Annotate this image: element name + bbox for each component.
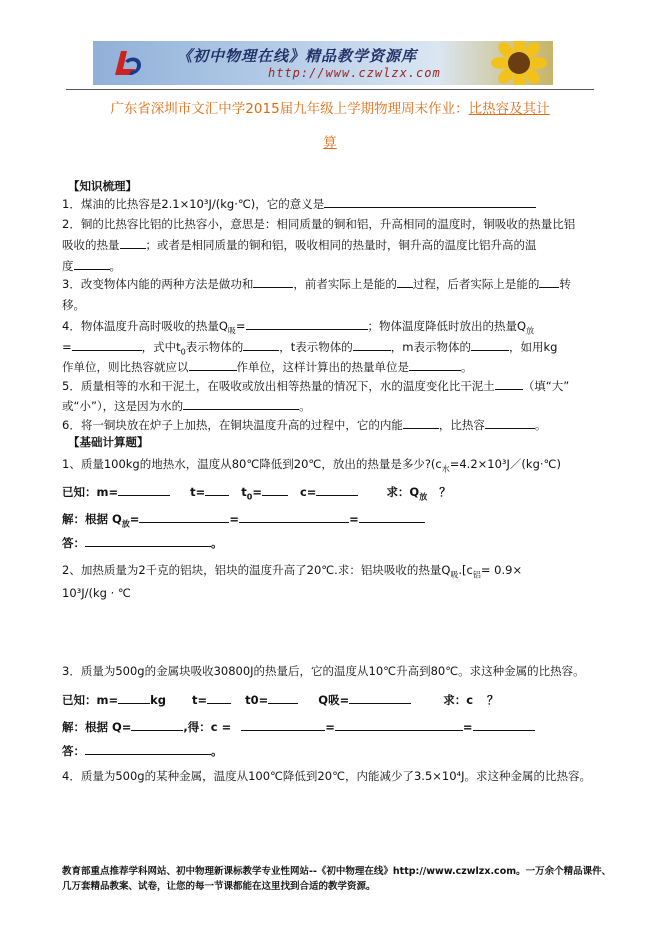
q4-line2 [62,339,557,356]
p1-sub: 水 [441,464,450,474]
p3-blank-t0[interactable] [268,692,298,704]
q3-blank-3[interactable] [539,276,559,288]
q2-text-a: 吸收的热量 [62,238,120,252]
q3-blank-1[interactable] [253,276,293,288]
q4-text-a: 4．物体温度升高时吸收的热量Q [62,319,228,333]
title-main: 广东省深圳市文汇中学2015届九年级上学期物理周末作业： [110,101,469,117]
p3-q: Q吸= [318,693,350,707]
title-topic-end: 算 [323,135,337,151]
q4-blank-5[interactable] [471,339,509,351]
header-banner [93,41,553,85]
q4-text-h: ，m表示物体的 [390,340,471,354]
q3-text-c: 过程，后者实际上是能的 [412,277,540,291]
q2-blank-2[interactable] [74,258,110,270]
q2-line3 [62,258,121,274]
q5-line2 [62,398,311,414]
q4-text-k: 作单位，这样计算出的热量单位是 [236,360,409,374]
p1-ask-end: ？ [439,485,451,499]
p1-solve-sub: 放 [121,519,130,529]
p3-known-label: 已知：m= [62,693,119,707]
p1-ask: 求：Q [386,485,420,499]
p1-solve-eq: = [129,512,140,526]
q4-blank-2[interactable] [72,339,142,351]
p1-blank-t0[interactable] [262,484,288,496]
p1-known-t0: t [241,485,247,499]
q4-sub-c: 放 [526,326,535,336]
q5-text-a: 5．质量相等的水和干泥土，在吸收或放出相等热量的情况下，水的温度变化比干泥土 [62,379,495,393]
q4-blank-7[interactable] [409,359,461,371]
page-title-line2 [66,131,594,151]
p1-known-label: 已知：m= [62,485,119,499]
header-divider [66,89,594,90]
q2-line2 [62,237,537,253]
p3-solve [62,719,535,735]
footer-line1: 教育部重点推荐学科网站、初中物理新课标教学专业性网站--《初中物理在线》http://www.czwlzx.com。一万余个精品课件、 [62,866,612,877]
p1-blank-c[interactable] [316,484,358,496]
p1-blank-t[interactable] [205,484,229,496]
q5-text-b: （填“大” [522,379,570,393]
q6-blank-2[interactable] [485,417,535,429]
q5-text-d: 。 [299,399,311,413]
p3-solve-label: 解：根据 Q= [62,720,132,734]
q2-text-c: 度 [62,259,74,273]
banner-url[interactable]: http://www.czwlzx.com [268,66,441,80]
p3-blank-c-formula[interactable] [241,719,325,731]
q1-text: 1．煤油的比热容是2.1×10³J/(kg·℃)，它的意义是 [62,197,325,211]
p3-kg: kg [150,693,167,707]
p1-known-t0-eq: = [252,485,262,499]
q4-text-f: 表示物体的 [185,340,244,354]
p1-answer-end: 。 [211,536,223,550]
p4-text: 4．质量为500g的某种金属，温度从100℃降低到20℃，内能减少了3.5×10⁴J。求这种金属的比热容。 [62,769,592,783]
q3-text-a: 3．改变物体内能的两种方法是做功和 [62,277,254,291]
p1-solve [62,511,425,529]
p3-blank-answer[interactable] [85,743,211,755]
p1-blank-result[interactable] [359,511,425,523]
q3-line1 [62,276,571,292]
p3-blank-formula[interactable] [131,719,183,731]
q4-blank-1[interactable] [246,318,368,330]
q4-blank-3[interactable] [243,339,279,351]
q3-text-d: 转 [559,277,571,291]
q1-line [62,196,536,212]
p1-solve-label: 解：根据 Q [62,512,122,526]
p3-answer-label: 答： [62,744,85,758]
p1-text-a: 1、质量100kg的地热水，温度从80℃降低到20℃，放出的热量是多少?(c [62,457,442,471]
p3-text: 3．质量为500g的金属块吸收30800J的热量后，它的温度从10℃升高到80℃。求这种金属的比热容。 [62,664,585,678]
p1-eq-1: = [229,512,240,526]
q6-text-c: 。 [534,418,547,432]
q2-text-b: ；或者是相同质量的铜和铝，吸收相同的热量时，铜升高的温度比铝升高的温 [145,238,537,252]
q4-text-l: 。 [461,360,473,374]
q6-text-a: 6．将一铜块放在炉子上加热，在铜块温度升高的过程中，它的内能 [62,418,403,432]
p2-text-b: .[c [458,563,473,577]
footer-line2: 几万套精品教案、试卷，让您的每一节课都能在这里找到合适的教学资源。 [62,881,376,892]
p3-eq-1: = [325,720,335,734]
p2-sub-b: 铝 [472,570,481,580]
p1-blank-answer[interactable] [85,535,211,547]
q5-line1 [62,378,569,394]
section-knowledge-heading: 【知识梳理】 [68,179,137,193]
p1-ask-sub: 放 [419,492,428,502]
banner-title: 《初中物理在线》精品教学资源库 [177,47,418,65]
p3-blank-t[interactable] [207,692,231,704]
p3-blank-sub[interactable] [335,719,463,731]
q4-text-g: ，t表示物体的 [279,340,353,354]
title-topic: 比热容及其计 [468,101,550,117]
q4-text-j: 作单位，则比热容就应以 [62,360,189,374]
p3-ask: 求：c [443,693,474,707]
p1-text [62,456,561,474]
q3-line2: 移。 [62,298,85,312]
q2-text-d: 。 [109,259,121,273]
p1-blank-formula[interactable] [139,511,229,523]
q6-line [62,417,546,433]
q6-text-b: ，比热容 [438,418,485,432]
page-title [66,97,594,117]
p1-blank-sub[interactable] [239,511,349,523]
p1-known-c: c= [299,485,317,499]
p3-t0: t0= [245,693,269,707]
q5-blank-2[interactable] [183,398,299,410]
p1-known-t0-sub: 0 [246,492,253,502]
p3-eq-2: = [462,720,473,734]
q4-line3 [62,359,473,375]
p1-known-t: t= [190,485,206,499]
p3-blank-m[interactable] [118,692,150,704]
p1-known [62,484,451,502]
p2-text-c: = 0.9× [480,563,523,577]
p3-t: t= [192,693,208,707]
p2-line1 [62,562,522,580]
q4-text-b: = [235,319,246,333]
q6-blank-1[interactable] [403,417,439,429]
q4-sub-a: 吸 [227,326,236,336]
q5-text-c: 或“小”），这是因为水的 [62,399,184,413]
q4-text-d: = [62,340,72,354]
p3-answer [62,743,223,759]
q5-blank-1[interactable] [495,378,523,390]
q4-text-i: ，如用kg [508,340,558,354]
q3-blank-2[interactable] [397,276,413,288]
p1-blank-m[interactable] [118,484,170,496]
q2-line1: 2．铜的比热容比铝的比热容小，意思是：相同质量的铜和铝，升高相同的温度时，铜吸收的热量比铝 [62,217,576,231]
q2-blank-1[interactable] [120,237,146,249]
p1-answer [62,535,223,551]
p2-sub-a: 吸 [450,570,459,580]
p3-known [62,692,499,708]
q1-blank[interactable] [324,196,536,208]
q4-sub-e: 0 [180,347,186,357]
p3-blank-q[interactable] [349,692,411,704]
sunflower-icon [489,41,549,85]
q4-text-e: ，式中t [141,340,181,354]
p1-eq-2: = [349,512,359,526]
q4-blank-6[interactable] [189,359,237,371]
site-logo-icon [111,47,145,79]
p1-text-b: =4.2×10³J／(kg·℃) [449,457,561,471]
p2-text-a: 2、加热质量为2千克的铝块，铝块的温度升高了20℃.求：铝块吸收的热量Q [62,563,451,577]
p2-line2: 10³J/(kg · ℃ [62,586,131,600]
q3-text-b: ，前者实际上是能的 [293,277,397,291]
p3-answer-end: 。 [211,744,223,758]
q4-blank-4[interactable] [353,339,391,351]
section-basic-heading: 【基础计算题】 [68,435,149,449]
q4-line1 [62,318,534,336]
p1-answer-label: 答： [62,536,85,550]
q4-text-c: ；物体温度降低时放出的热量Q [367,319,527,333]
p3-blank-result[interactable] [473,719,535,731]
p3-ask-end: ？ [487,693,499,707]
p3-solve-get: ,得：c = [183,720,232,734]
